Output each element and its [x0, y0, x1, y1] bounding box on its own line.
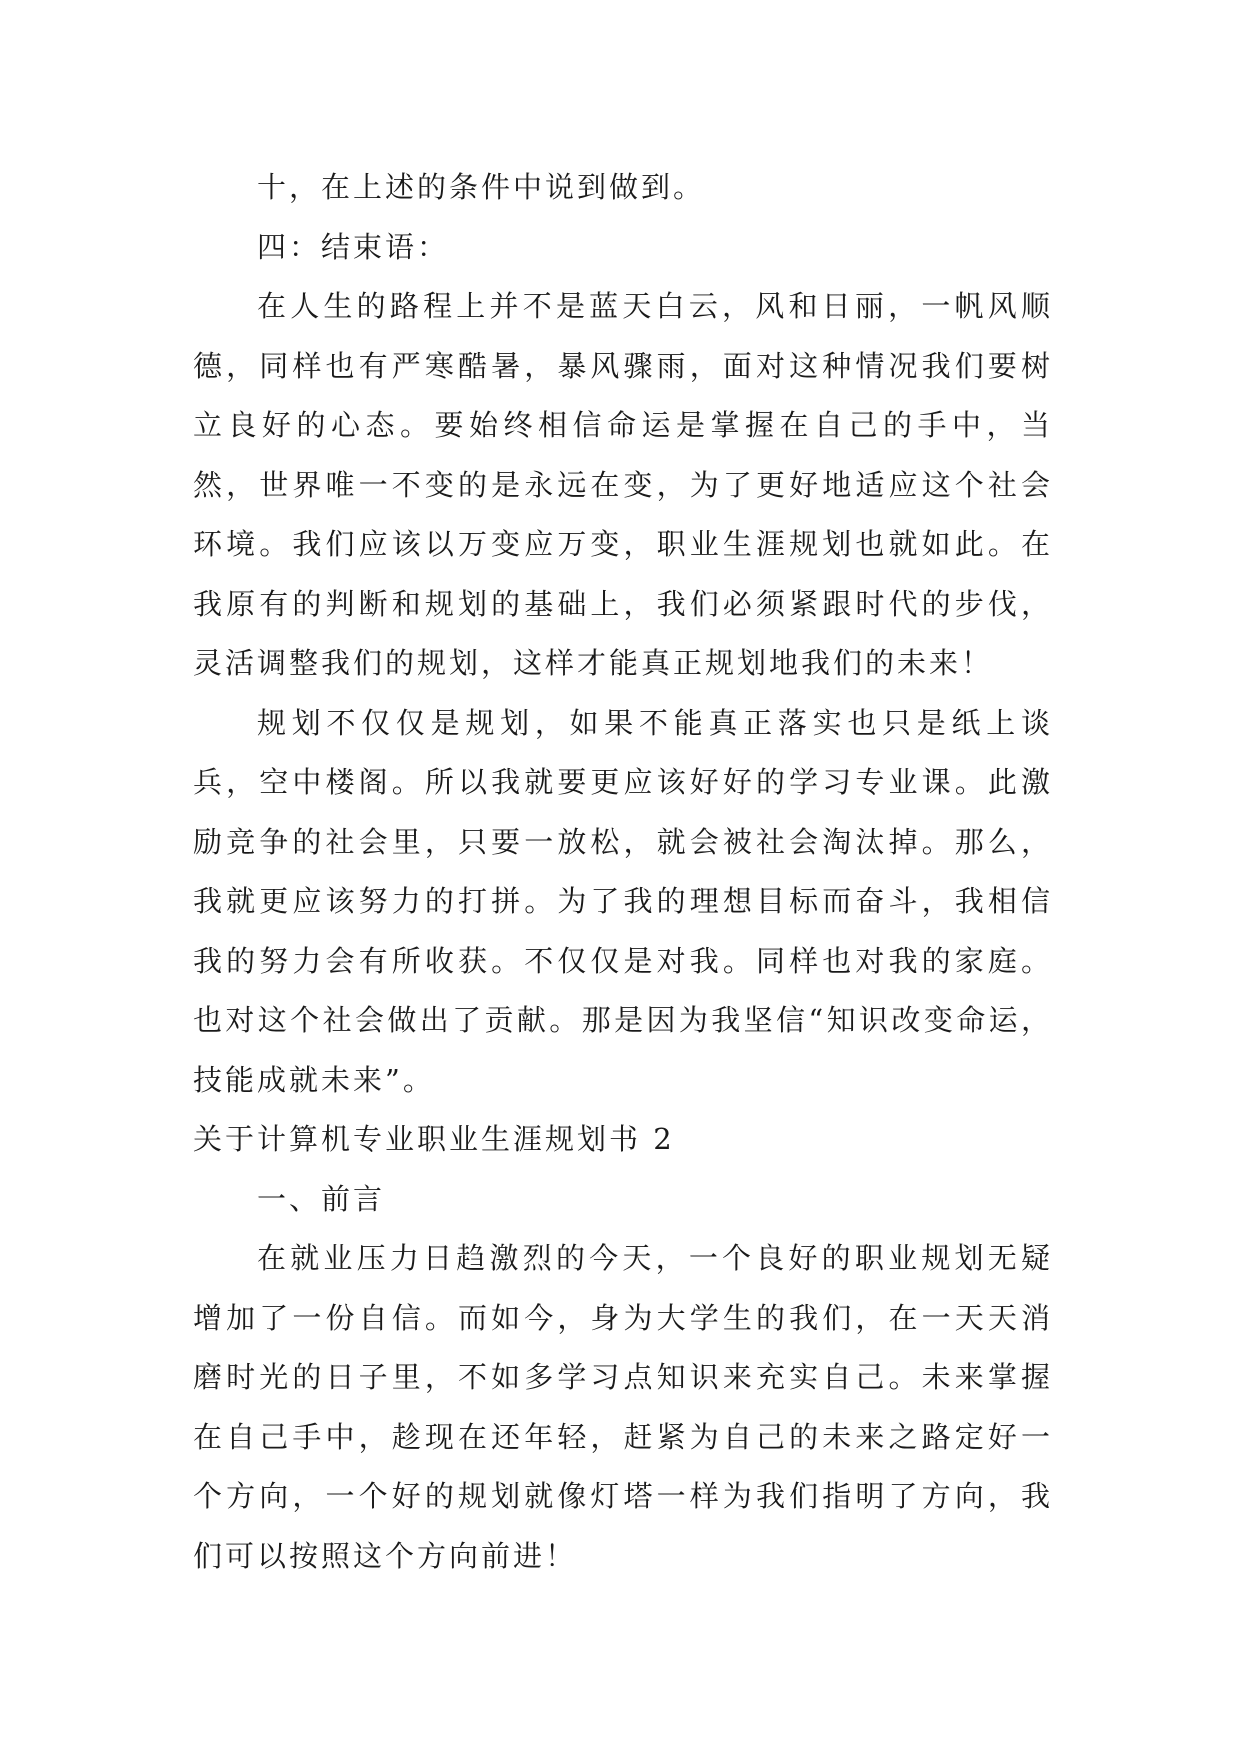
paragraph-item-ten: 十，在上述的条件中说到做到。 — [257, 170, 706, 204]
section-title: 关于计算机专业职业生涯规划书 2 — [193, 1122, 675, 1156]
paragraph-planning-body: 规划不仅仅是规划，如果不能真正落实也只是纸上谈兵，空中楼阁。所以我就要更应该好好的学习专业课。此激励竞争的社会里，只要一放松，就会被社会淘汰掉。那么，我就更应该努力的打拼。为了我的理想目标而奋斗，我相信我的努力会有所收获。不仅仅是对我。同样也对我的家庭。也对这个社会做出了贡献。那是因为我坚信“知识改变命运，技能成就未来”。 — [193, 705, 1053, 1097]
paragraph-conclusion-heading: 四：结束语： — [257, 229, 450, 264]
paragraph-conclusion-body: 在人生的路程上并不是蓝天白云，风和日丽，一帆风顺德，同样也有严寒酷暑，暴风骤雨，面对这种情况我们要树立良好的心态。要始终相信命运是掌握在自己的手中，当然，世界唯一不变的是永远在变，为了更好地适应这个社会环境。我们应该以万变应万变，职业生涯规划也就如此。在我原有的判断和规划的基础上，我们必须紧跟时代的步伐，灵活调整我们的规划，这样才能真正规划地我们的未来！ — [193, 289, 1053, 680]
paragraph-preface-heading: 一、前言 — [257, 1181, 386, 1216]
paragraph-preface-body: 在就业压力日趋激烈的今天，一个良好的职业规划无疑增加了一份自信。而如今，身为大学生的我们，在一天天消磨时光的日子里，不如多学习点知识来充实自己。未来掌握在自己手中，趁现在还年轻，赶紧为自己的未来之路定好一个方向，一个好的规划就像灯塔一样为我们指明了方向，我们可以按照这个方向前进！ — [193, 1241, 1053, 1573]
document-body — [193, 158, 1053, 1586]
